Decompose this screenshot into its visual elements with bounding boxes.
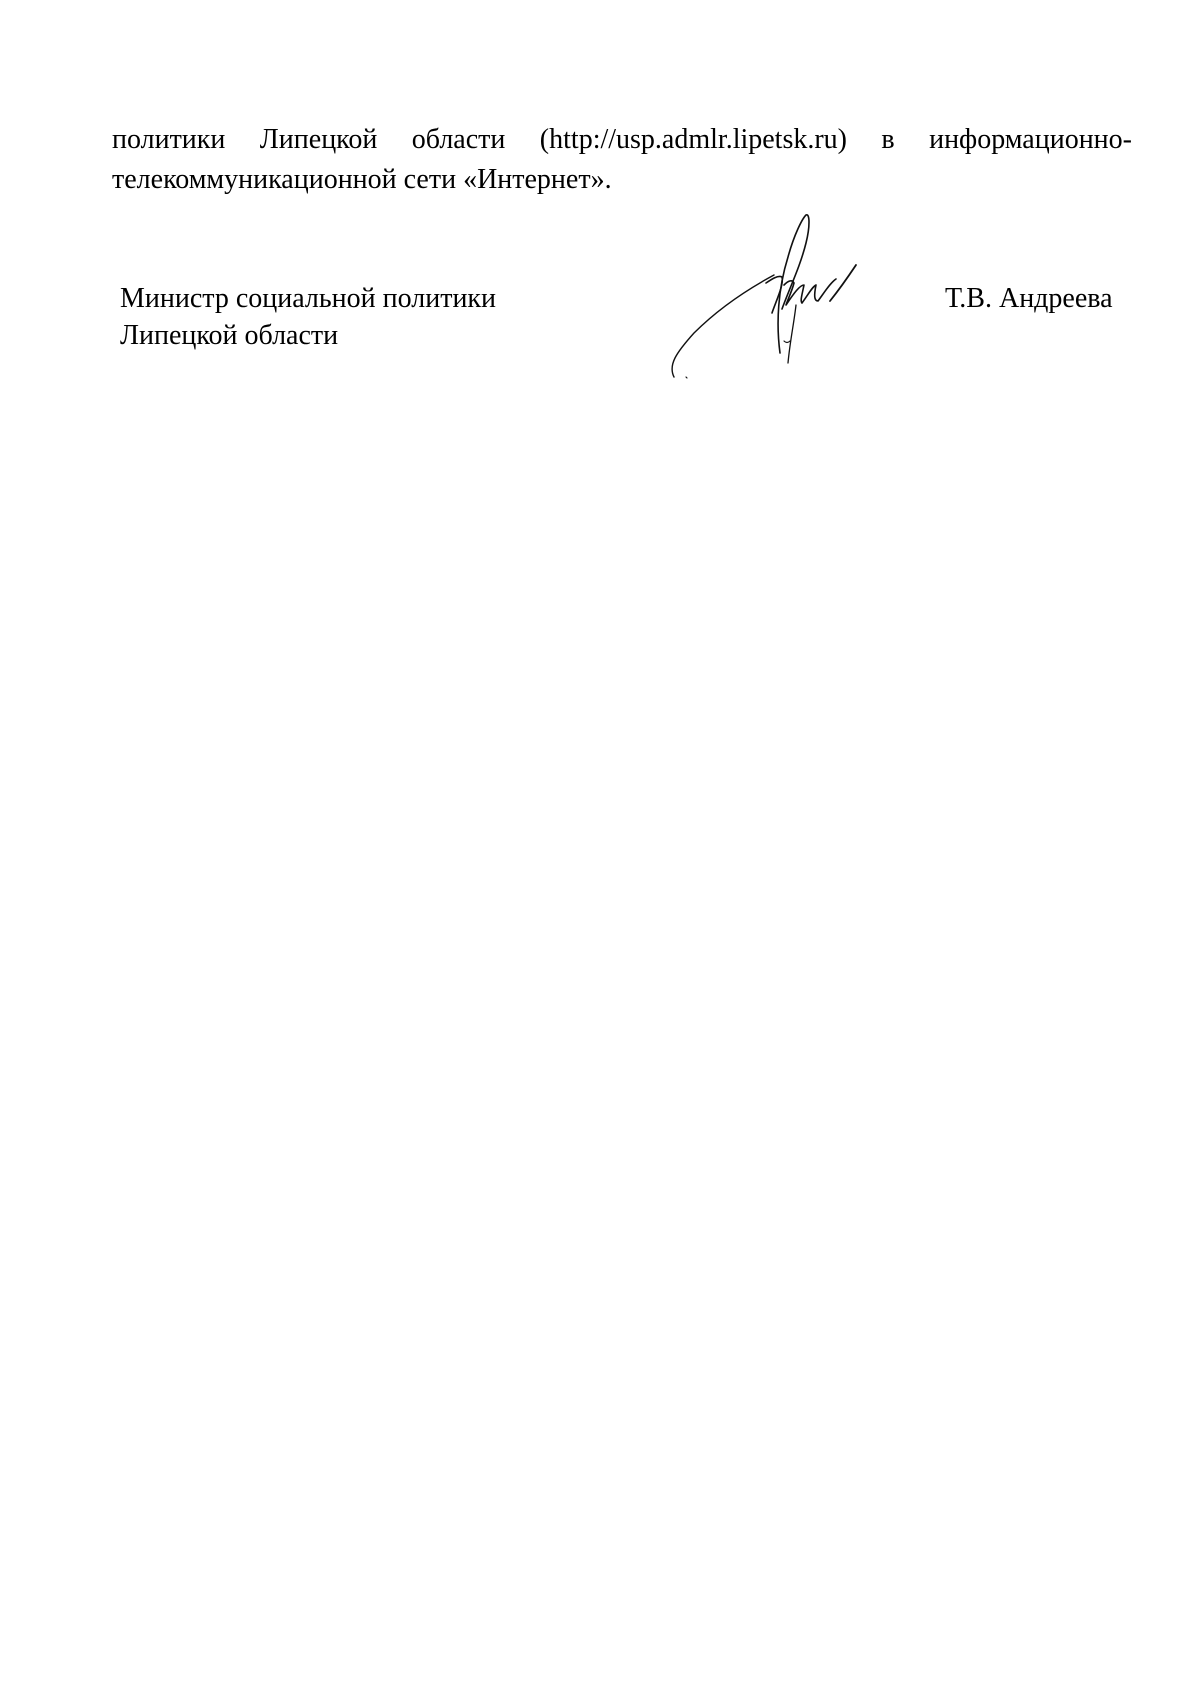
body-paragraph xyxy=(112,120,1132,200)
signer-title-line: Министр социальной политики xyxy=(120,283,497,314)
handwritten-signature xyxy=(660,205,890,380)
signer-title-line: Липецкой области xyxy=(120,320,339,351)
signer-name: Т.В. Андреева xyxy=(945,283,1113,314)
paragraph-line: телекоммуникационной сети «Интернет». xyxy=(112,164,612,195)
signer-title xyxy=(120,280,496,354)
paragraph-line: политики Липецкой области (http://usp.admlr.lipetsk.ru) в информационно- xyxy=(112,124,1132,155)
signature-block xyxy=(0,270,1200,390)
